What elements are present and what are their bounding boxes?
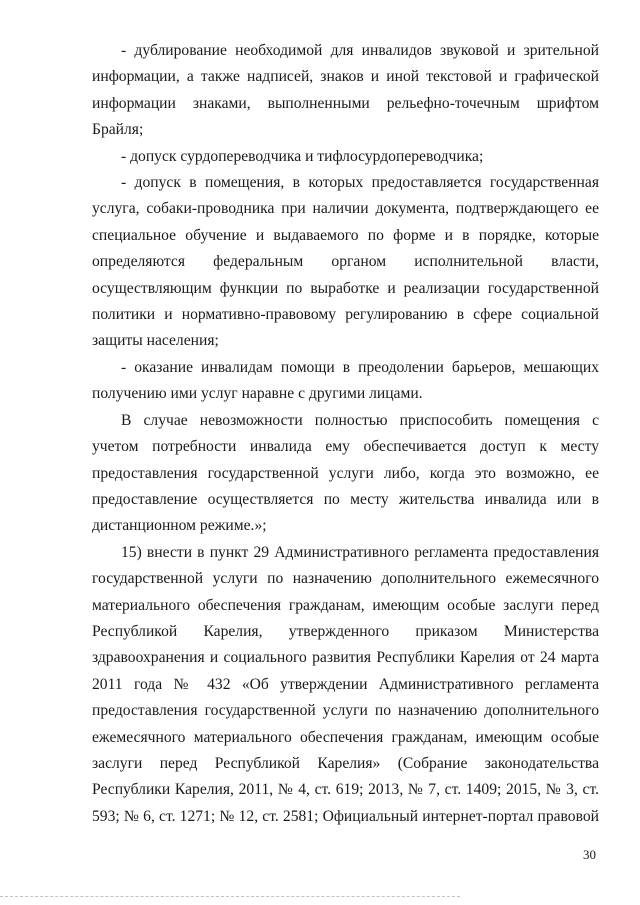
paragraph-braille-duplication: - дублирование необходимой для инвалидов звуковой и зрительной информации, а также надписей, знаков и иной текстовой и графической информации знаками, выполненными рельефно-точечным шрифтом Брайля;: [92, 42, 599, 139]
paragraph-sign-interpreter: - допуск сурдопереводчика и тифлосурдопереводчика;: [121, 147, 484, 165]
paragraph-item-15: 15) внести в пункт 29 Административного регламента предоставления государственной услуги по назначению дополнительного ежемесячного материального обеспечения гражданам, имеющим особые заслуги перед Республикой Карелия, утвержденного приказом Министерства здравоохранения и социального развития Республики Карелия от 24 марта 2011 года № 432 «Об утверждении Административного регламента предоставления государственной услуги по назначению дополнительного ежемесячного материального обеспечения гражданам, имеющим особые заслуги перед Республикой Карелия» (Собрание законодательства Республики Карелия, 2011, № 4, ст. 619; 2013, № 7, ст. 1409; 2015, № 3, ст. 593; № 6, ст. 1271; № 12, ст. 2581; Официальный интернет-портал правовой: [92, 543, 599, 825]
paragraph-barrier-assistance: - оказание инвалидам помощи в преодолении барьеров, мешающих получению ими услуг наравне с другими лицами.: [92, 358, 599, 403]
paragraph-remote-service: В случае невозможности полностью приспособить помещения с учетом потребности инвалида ему обеспечивается доступ к месту предоставления государственной услуги либо, когда это возможно, ее предоставление осуществляется по месту жительства инвалида или в дистанционном режиме.»;: [92, 411, 599, 535]
paragraph-guide-dog: - допуск в помещения, в которых предоставляется государственная услуга, собаки-проводника при наличии документа, подтверждающего ее специальное обучение и выдаваемого по форме и в порядке, которые определяются федеральным органом исполнительной власти, осуществляющим функции по выработке и реализации государственной политики и нормативно-правовому регулированию в сфере социальной защиты населения;: [92, 174, 599, 350]
scan-edge-line: [0, 896, 460, 897]
page-number: 30: [583, 847, 596, 862]
document-body: [92, 38, 599, 830]
